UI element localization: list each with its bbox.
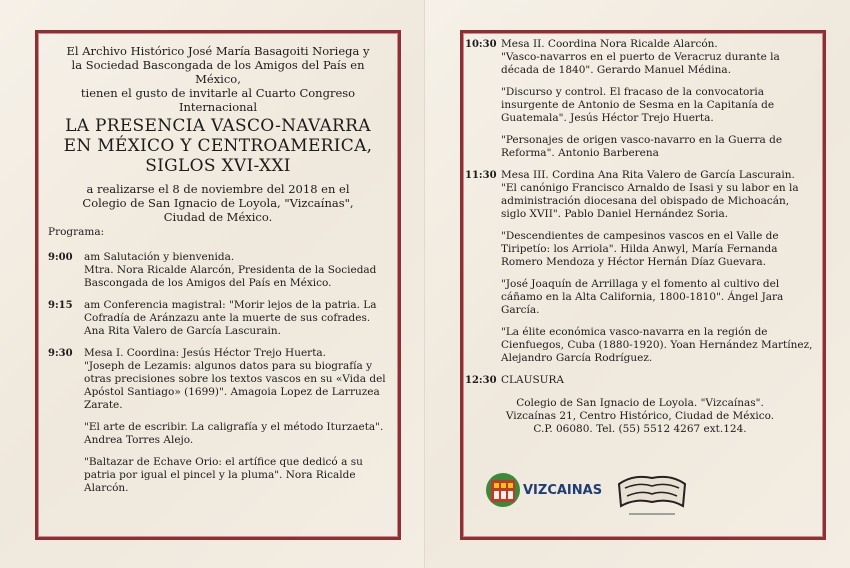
- intro-line: tienen el gusto de invitarle al Cuarto Congreso Internacional: [80, 86, 356, 114]
- program-item: [465, 169, 815, 365]
- program-headline: Mesa III. Cordina Ana Rita Valero de García Lascurain.: [501, 169, 795, 181]
- logos: [485, 470, 785, 530]
- congress-title: [48, 116, 388, 176]
- archive-seal-icon: [613, 470, 691, 520]
- program-item: [48, 299, 388, 338]
- program-time: 9:00: [48, 252, 73, 263]
- program-detail: "José Joaquín de Arrillaga y el fomento al cultivo del cáñamo en la Alta California, 1800-1810". Ángel Jara García.: [501, 278, 784, 316]
- program-headline: Mesa I. Coordina: Jesús Héctor Trejo Huerta.: [84, 347, 327, 359]
- venue-info: [48, 182, 388, 224]
- left-content: [48, 44, 388, 504]
- programa-label: Programa:: [48, 226, 105, 238]
- program-item: [48, 251, 388, 290]
- program-time: 9:30: [48, 348, 73, 359]
- program-detail: "Joseph de Lezamis: algunos datos para su biografía y otras precisiones sobre los textos vascos en su «Vida del Apóstol Santiago» (1699)". Amagoia Lopez de Larruzea Zarate.: [84, 360, 386, 411]
- intro-line: la Sociedad Bascongada de los Amigos del País en México,: [71, 58, 365, 86]
- venue-line: a realizarse el 8 de noviembre del 2018 en el: [86, 182, 350, 196]
- program-item: [465, 38, 815, 160]
- footer-line: Colegio de San Ignacio de Loyola. "Vizcaínas".: [516, 397, 764, 409]
- program-detail: "La élite económica vasco-navarra en la región de Cienfuegos, Cuba (1880-1920). Yoan Hernández Martínez, Alejandro García Rodríguez.: [501, 326, 813, 364]
- program-headline: am Conferencia magistral: "Morir lejos de la patria. La Cofradía de Aránzazu ante la muerte de sus cofrades.: [84, 299, 377, 324]
- footer-line: C.P. 06080. Tel. (55) 5512 4267 ext.124.: [533, 423, 747, 435]
- program-time: 12:30: [465, 375, 497, 386]
- right-page: [425, 0, 850, 568]
- program-detail: "Personajes de origen vasco-navarro en la Guerra de Reforma". Antonio Barberena: [501, 134, 783, 159]
- vizcainas-logo: [485, 470, 602, 510]
- title-line: LA PRESENCIA VASCO-NAVARRA: [65, 116, 371, 136]
- footer-line: Vizcaínas 21, Centro Histórico, Ciudad de México.: [505, 410, 775, 422]
- vizcainas-emblem-icon: [485, 470, 521, 510]
- program-detail: "El arte de escribir. La caligrafía y el método Iturzaeta". Andrea Torres Alejo.: [84, 421, 384, 446]
- program-detail: "El canónigo Francisco Arnaldo de Isasi y su labor en la administración diocesana del obispado de Michoacán, siglo XVII". Pablo Daniel Hernández Soria.: [501, 182, 799, 220]
- program-item: [48, 347, 388, 495]
- program-detail: Mtra. Nora Ricalde Alarcón, Presidenta de la Sociedad Bascongada de los Amigos del País en México.: [84, 264, 377, 289]
- venue-line: Colegio de San Ignacio de Loyola, "Vizcaínas",: [82, 196, 354, 210]
- title-line: SIGLOS XVI-XXI: [145, 156, 291, 176]
- program-detail: "Discurso y control. El fracaso de la convocatoria insurgente de Antonio de Sesma en la Capitanía de Guatemala". Jesús Héctor Trejo Huerta.: [501, 86, 775, 124]
- program-headline: am Salutación y bienvenida.: [84, 251, 235, 263]
- program-time: 11:30: [465, 170, 497, 181]
- intro: [48, 44, 388, 114]
- program-time: 9:15: [48, 300, 73, 311]
- title-line: EN MÉXICO Y CENTROAMERICA,: [63, 136, 373, 156]
- program-item: [465, 374, 815, 387]
- program-detail: "Descendientes de campesinos vascos en el Valle de Tiripetío: los Arriola". Hilda Anwyl, María Fernanda Romero Mendoza y Héctor Hernán Díaz Guevara.: [501, 230, 779, 268]
- program-headline: Mesa II. Coordina Nora Ricalde Alarcón.: [501, 38, 718, 50]
- vizcainas-logo-text: VIZCAINAS: [523, 482, 603, 498]
- venue-line: Ciudad de México.: [163, 210, 273, 224]
- intro-line: El Archivo Histórico José María Basagoiti Noriega y: [66, 44, 370, 58]
- venue-footer: [465, 397, 815, 436]
- program-detail: Ana Rita Valero de García Lascurain.: [84, 325, 281, 337]
- program-headline: CLAUSURA: [501, 374, 564, 386]
- program-detail: "Vasco-navarros en el puerto de Veracruz durante la década de 1840". Gerardo Manuel Médina.: [501, 51, 780, 76]
- program-time: 10:30: [465, 39, 497, 50]
- right-content: [465, 38, 815, 436]
- program-detail: "Baltazar de Echave Orio: el artífice que dedicó a su patria por igual el pincel y la pluma". Nora Ricalde Alarcón.: [84, 456, 363, 494]
- archive-seal-logo: [613, 470, 691, 524]
